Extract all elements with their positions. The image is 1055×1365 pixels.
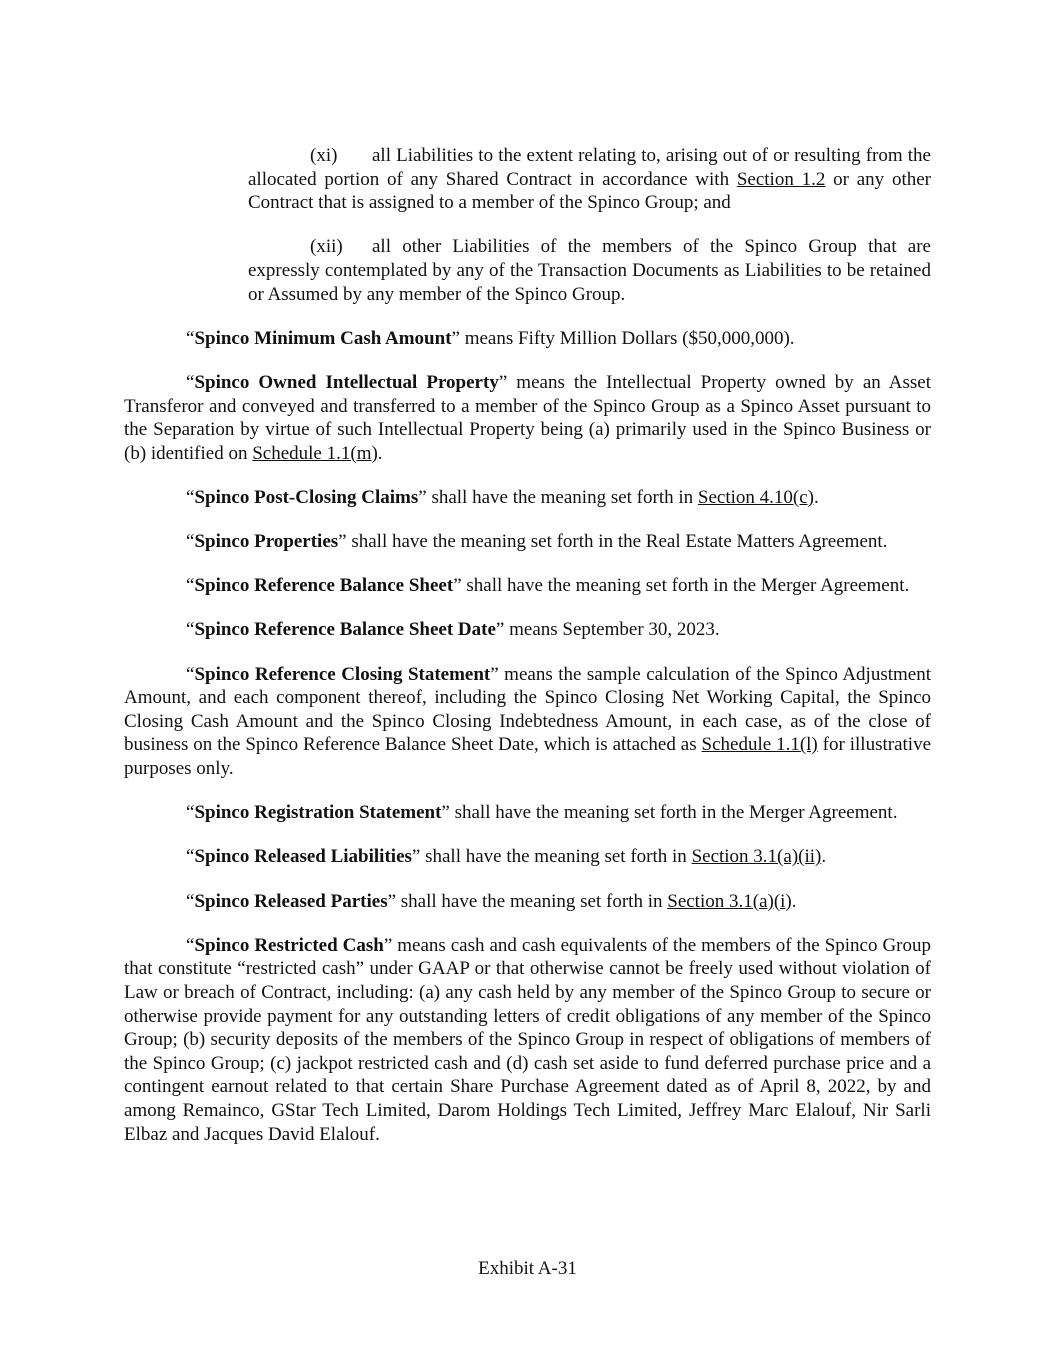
clause-number: (xii) [310, 236, 343, 258]
clause-number: (xi) [310, 145, 338, 166]
definition-text: means cash and cash equivalents of the members of the Spinco Group that constitute “restricted cash” under GAAP or that otherwise cannot be freely used without violation of Law or breach of Contract, including: (a) any cash held by any member of the Spinco Group to secure or otherwise provide payment for any outstanding letters of credit obligations of any member of the Spinco Group; (b) security deposits of the members of the Spinco Group in respect of obligations of members of the Spinco Group; (c) jackpot restricted cash and (d) cash set aside to fund deferred purchase price and a contingent earnout related to that certain Share Purchase Agreement dated as of April 8, 2022, by and among Remainco, GStar Tech Limited, Darom Holdings Tech Limited, Jeffrey Marc Elalouf, Nir Sarli Elbaz and Jacques David Elalouf. [124, 934, 931, 1145]
cross-reference-link[interactable]: Schedule 1.1(m) [252, 442, 378, 464]
clause-xi [248, 144, 931, 215]
definition-text: . [791, 890, 797, 912]
cross-reference-link[interactable]: Section 4.10(c) [697, 486, 814, 508]
cross-reference-link[interactable]: Schedule 1.1(l) [701, 734, 818, 756]
definition-text: means Fifty Million Dollars ($50,000,000). [459, 327, 795, 349]
definition-spinco-post-closing-claims: “Spinco Post-Closing Claims” shall have the meaning set forth in Section 4.10(c). [186, 486, 819, 508]
defined-term: Spinco Registration Statement [194, 802, 442, 824]
cross-reference-link[interactable]: Section 1.2 [736, 168, 826, 190]
cross-reference-link[interactable]: Section 3.1(a)(ii) [691, 846, 822, 868]
clause-text: all other Liabilities of the members of the Spinco Group that are expressly contemplated by any of the Transaction Documents as Liabilities to be retained or Assumed by any member of the Spinco Group. [248, 236, 931, 305]
definition-spinco-reference-closing-statement: “Spinco Reference Closing Statement” means the sample calculation of the Spinco Adjustment Amount, and each component thereof, including the Spinco Closing Net Working Capital, the Spinco Closing Cash Amount and the Spinco Closing Indebtedness Amount, in each case, as of the close of business on the Spinco Reference Balance Sheet Date, which is attached as Schedule 1.1(l) for illustrative purposes only. [124, 663, 931, 780]
definition-spinco-restricted-cash: “Spinco Restricted Cash” means cash and cash equivalents of the members of the Spinco Group that constitute “restricted cash” under GAAP or that otherwise cannot be freely used without violation of Law or breach of Contract, including: (a) any cash held by any member of the Spinco Group to secure or otherwise provide payment for any outstanding letters of credit obligations of any member of the Spinco Group; (b) security deposits of the members of the Spinco Group in respect of obligations of members of the Spinco Group; (c) jackpot restricted cash and (d) cash set aside to fund deferred purchase price and a contingent earnout related to that certain Share Purchase Agreement dated as of April 8, 2022, by and among Remainco, GStar Tech Limited, Darom Holdings Tech Limited, Jeffrey Marc Elalouf, Nir Sarli Elbaz and Jacques David Elalouf. [124, 934, 931, 1145]
definition-text: . [813, 486, 819, 508]
definition-spinco-released-liabilities: “Spinco Released Liabilities” shall have the meaning set forth in Section 3.1(a)(ii). [186, 846, 827, 868]
defined-term: Spinco Post-Closing Claims [194, 486, 419, 508]
definition-spinco-released-parties: “Spinco Released Parties” shall have the meaning set forth in Section 3.1(a)(i). [186, 890, 797, 912]
definition-text: for illustrative purposes only. [124, 734, 931, 780]
definition-spinco-reference-balance-sheet-date: “Spinco Reference Balance Sheet Date” means September 30, 2023. [186, 619, 720, 641]
definition-text: shall have the meaning set forth in the Merger Agreement. [461, 575, 910, 597]
clause-text: or any other Contract that is assigned to a member of the Spinco Group; and [248, 168, 931, 214]
defined-term: Spinco Owned Intellectual Property [194, 371, 499, 393]
definition-spinco-owned-ip: “Spinco Owned Intellectual Property” means the Intellectual Property owned by an Asset Transferor and conveyed and transferred to a member of the Spinco Group as a Spinco Asset pursuant to the Separation by virtue of such Intellectual Property being (a) primarily used in the Spinco Business or (b) identified on Schedule 1.1(m). [124, 371, 931, 464]
defined-term: Spinco Released Parties [194, 890, 388, 912]
definition-text: . [821, 846, 827, 868]
definition-spinco-registration-statement: “Spinco Registration Statement” shall have the meaning set forth in the Merger Agreement. [186, 802, 898, 824]
defined-term: Spinco Minimum Cash Amount [194, 327, 452, 349]
definition-text: means the sample calculation of the Spinco Adjustment Amount, and each component thereof, including the Spinco Closing Net Working Capital, the Spinco Closing Cash Amount and the Spinco Closing Indebtedness Amount, in each case, as of the close of business on the Spinco Reference Balance Sheet Date, which is attached as [124, 663, 931, 756]
defined-term: Spinco Reference Balance Sheet Date [194, 619, 496, 641]
defined-term: Spinco Properties [194, 531, 339, 553]
definition-text: shall have the meaning set forth in the Real Estate Matters Agreement. [346, 531, 888, 553]
defined-term: Spinco Reference Balance Sheet [194, 575, 454, 597]
cross-reference-link[interactable]: Section 3.1(a)(i) [667, 890, 792, 912]
page-footer: Exhibit A-31 [478, 1258, 577, 1279]
definition-spinco-properties: “Spinco Properties” shall have the meaning set forth in the Real Estate Matters Agreement. [186, 531, 888, 553]
defined-term: Spinco Restricted Cash [194, 934, 384, 956]
definition-spinco-minimum-cash-amount: “Spinco Minimum Cash Amount” means Fifty Million Dollars ($50,000,000). [186, 327, 795, 349]
definition-text: shall have the meaning set forth in [420, 846, 692, 868]
definition-text: shall have the meaning set forth in the Merger Agreement. [449, 802, 898, 824]
definition-text: . [377, 442, 383, 464]
definition-text: shall have the meaning set forth in [426, 486, 698, 508]
definition-text: means September 30, 2023. [504, 619, 720, 641]
definition-spinco-reference-balance-sheet: “Spinco Reference Balance Sheet” shall have the meaning set forth in the Merger Agreement. [186, 575, 910, 597]
document-page [124, 125, 931, 1167]
definition-text: shall have the meaning set forth in [396, 890, 668, 912]
defined-term: Spinco Released Liabilities [194, 846, 412, 868]
clause-xii [248, 235, 931, 306]
defined-term: Spinco Reference Closing Statement [194, 663, 491, 685]
clause-text: all Liabilities to the extent relating to, arising out of or resulting from the allocated portion of any Shared Contract in accordance with [248, 145, 931, 190]
definition-text: means the Intellectual Property owned by an Asset Transferor and conveyed and transferred to a member of the Spinco Group as a Spinco Asset pursuant to the Separation by virtue of such Intellectual Property being (a) primarily used in the Spinco Business or (b) identified on [124, 371, 931, 464]
